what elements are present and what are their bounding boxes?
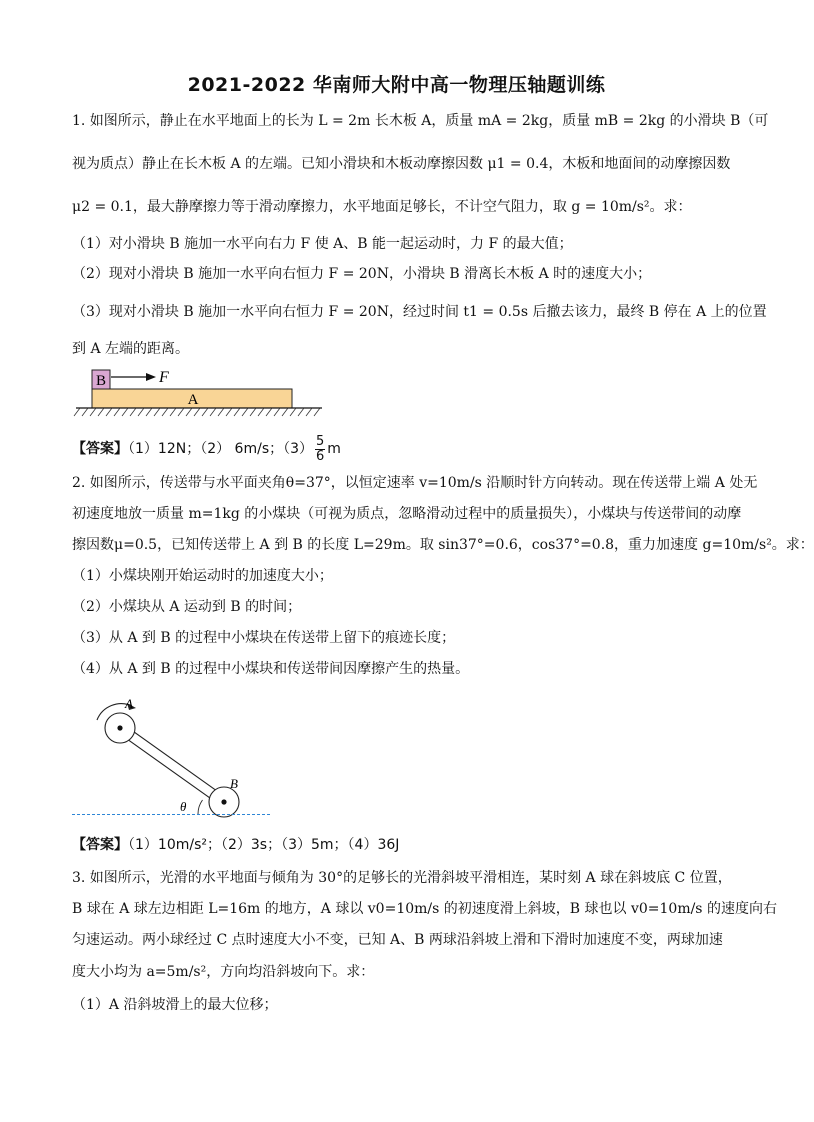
hatch-mark: [74, 408, 80, 416]
hatch-mark: [306, 408, 312, 416]
hatch-mark: [162, 408, 168, 416]
q2-line-2: 初速度地放一质量 m=1kg 的小煤块（可视为质点，忽略滑动过程中的质量损失），小煤块与传送带间的动摩: [72, 506, 742, 522]
q1-answer-unit: m: [327, 441, 341, 457]
q2-line-1: 2. 如图所示，传送带与水平面夹角θ=37°，以恒定速率 v=10m/s 沿顺时针方向转动。现在传送带上端 A 处无: [72, 475, 758, 491]
hatch-mark: [202, 408, 208, 416]
hatch-mark: [314, 408, 320, 416]
label-b: B: [230, 776, 238, 791]
q2-answer-text: （1）10m/s²；（2）3s；（3）5m；（4）36J: [128, 837, 400, 853]
hatch-mark: [274, 408, 280, 416]
hatch-mark: [250, 408, 256, 416]
hatch-mark: [130, 408, 136, 416]
q3-line-5: （1）A 沿斜坡滑上的最大位移；: [72, 997, 278, 1013]
hatch-mark: [194, 408, 200, 416]
hatch-mark: [290, 408, 296, 416]
ground-hatching: [74, 408, 320, 416]
hatch-mark: [178, 408, 184, 416]
label-theta: θ: [180, 799, 187, 814]
q3-line-2: B 球在 A 球左边相距 L=16m 的地方，A 球以 v0=10m/s 的初速度滑上斜坡，B 球也以 v0=10m/s 的速度向右: [72, 901, 777, 917]
q2-figure: [70, 696, 270, 821]
hatch-mark: [82, 408, 88, 416]
hatch-mark: [298, 408, 304, 416]
hatch-mark: [226, 408, 232, 416]
hatch-mark: [282, 408, 288, 416]
angle-arc: [198, 800, 203, 814]
q1-line-5: （2）现对小滑块 B 施加一水平向右恒力 F = 20N，小滑块 B 滑离长木板 A 时的速度大小；: [72, 266, 652, 282]
q1-figure: [70, 365, 330, 425]
q2-line-5: （2）小煤块从 A 运动到 B 的时间；: [72, 599, 302, 615]
hatch-mark: [154, 408, 160, 416]
hatch-mark: [218, 408, 224, 416]
force-arrow-head: [146, 373, 156, 381]
q2-answer-tag: 【答案】: [72, 837, 128, 853]
hatch-mark: [90, 408, 96, 416]
q1-line-7: 到 A 左端的距离。: [72, 341, 190, 357]
q1-answer-fraction: $\frac{5}{6}$: [316, 433, 325, 464]
bottom-pulley-axle: [221, 799, 226, 804]
q3-line-3: 匀速运动。两小球经过 C 点时速度大小不变，已知 A、B 两球沿斜坡上滑和下滑时加速度不变，两球加速: [72, 932, 723, 948]
q2-answer: [72, 835, 727, 855]
q2-line-7: （4）从 A 到 B 的过程中小煤块和传送带间因摩擦产生的热量。: [72, 661, 470, 677]
hatch-mark: [146, 408, 152, 416]
block-b-label: B: [95, 373, 107, 389]
top-pulley-axle: [117, 725, 122, 730]
q1-line-4: （1）对小滑块 B 施加一水平向右力 F 使 A、B 能一起运动时，力 F 的最大值；: [72, 236, 573, 252]
hatch-mark: [114, 408, 120, 416]
q1-answer-text: （1）12N；（2） 6m/s；（3）: [128, 441, 314, 457]
q2-line-3: 擦因数μ=0.5，已知传送带上 A 到 B 的长度 L=29m。取 sin37°=0.6，cos37°=0.8，重力加速度 g=10m/s²。求：: [72, 537, 814, 553]
q1-line-3: μ2 = 0.1，最大静摩擦力等于滑动摩擦力，水平地面足够长，不计空气阻力，取 g = 10m/s²。求：: [72, 199, 692, 215]
q1-line-2: 视为质点）静止在长木板 A 的左端。已知小滑块和木板动摩擦因数 μ1 = 0.4，木板和地面间的动摩擦因数: [72, 156, 731, 172]
hatch-mark: [266, 408, 272, 416]
q2-line-4: （1）小煤块刚开始运动时的加速度大小；: [72, 568, 333, 584]
q3-line-4: 度大小均为 a=5m/s²，方向均沿斜坡向下。求：: [72, 964, 375, 980]
force-label: F: [159, 369, 169, 386]
hatch-mark: [234, 408, 240, 416]
q2-line-6: （3）从 A 到 B 的过程中小煤块在传送带上留下的痕迹长度；: [72, 630, 456, 646]
hatch-mark: [258, 408, 264, 416]
hatch-mark: [98, 408, 104, 416]
page-title: 2021-2022 华南师大附中高一物理压轴题训练: [187, 74, 606, 96]
q1-answer: [72, 433, 727, 465]
board-a-label: A: [187, 392, 199, 408]
label-a: A: [125, 696, 133, 711]
q1-answer-tag: 【答案】: [72, 441, 128, 457]
q1-line-1: 1. 如图所示，静止在水平地面上的长为 L = 2m 长木板 A，质量 mA = 2kg，质量 mB = 2kg 的小滑块 B（可: [72, 113, 769, 129]
hatch-mark: [106, 408, 112, 416]
q1-line-6: （3）现对小滑块 B 施加一水平向右恒力 F = 20N，经过时间 t1 = 0.5s 后撤去该力，最终 B 停在 A 上的位置: [72, 304, 767, 320]
q3-line-1: 3. 如图所示，光滑的水平地面与倾角为 30°的足够长的光滑斜坡平滑相连，某时刻 A 球在斜坡底 C 位置，: [72, 870, 732, 886]
hatch-mark: [122, 408, 128, 416]
hatch-mark: [210, 408, 216, 416]
hatch-mark: [242, 408, 248, 416]
hatch-mark: [186, 408, 192, 416]
hatch-mark: [170, 408, 176, 416]
hatch-mark: [138, 408, 144, 416]
